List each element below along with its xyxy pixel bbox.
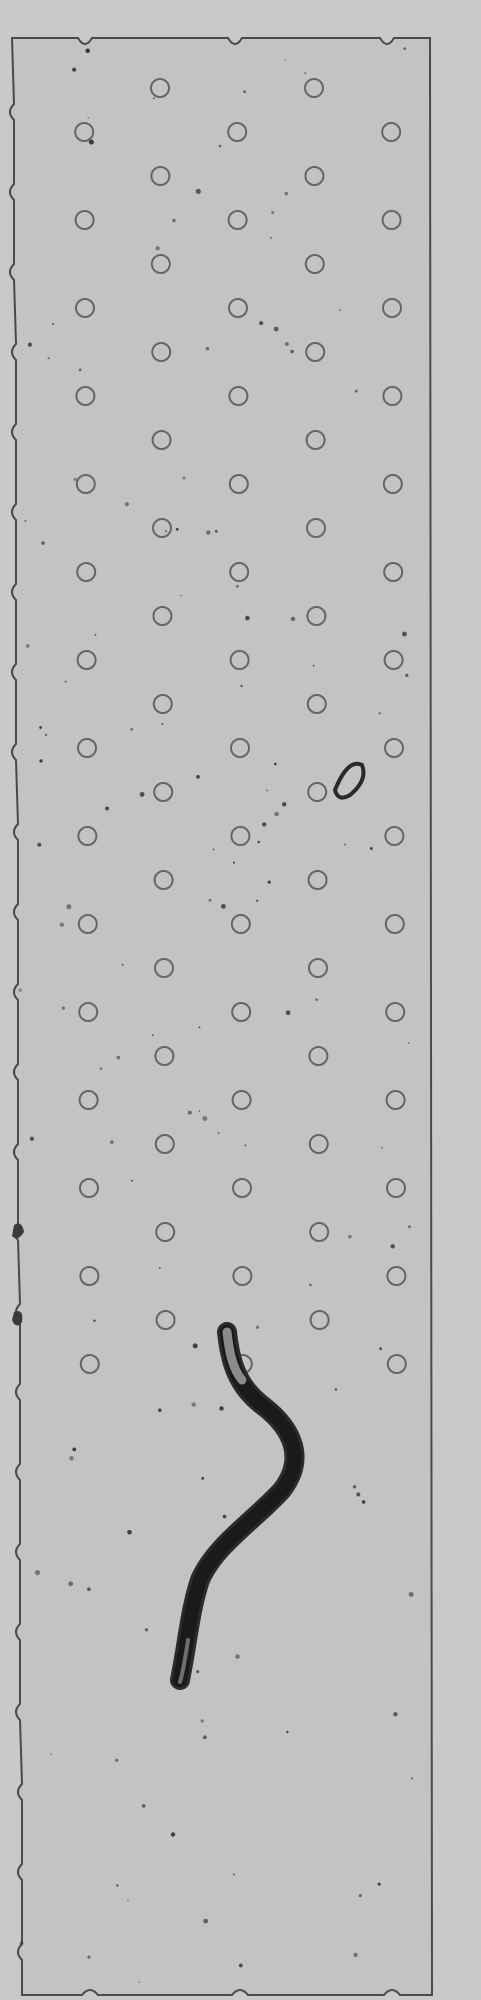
debris-speck: [152, 1034, 154, 1036]
debris-speck: [359, 1894, 362, 1897]
debris-speck: [41, 541, 44, 544]
debris-speck: [30, 1137, 34, 1141]
debris-speck: [223, 1515, 227, 1519]
debris-speck: [188, 1111, 192, 1115]
debris-speck: [172, 219, 175, 222]
debris-speck: [203, 1919, 208, 1924]
debris-speck: [409, 1592, 414, 1597]
debris-speck: [72, 1448, 76, 1452]
debris-speck: [271, 211, 274, 214]
debris-speck: [286, 1731, 288, 1733]
debris-speck: [243, 90, 246, 93]
debris-speck: [291, 617, 295, 621]
debris-speck: [219, 1406, 223, 1410]
debris-speck: [221, 904, 226, 909]
debris-speck: [408, 1042, 410, 1044]
debris-speck: [381, 1147, 383, 1149]
debris-speck: [239, 1964, 243, 1968]
debris-speck: [68, 1581, 73, 1586]
debris-speck: [93, 1320, 95, 1322]
debris-speck: [285, 342, 289, 346]
debris-speck: [241, 685, 243, 687]
debris-speck: [131, 1180, 133, 1182]
debris-speck: [218, 1132, 220, 1134]
debris-speck: [304, 72, 306, 74]
debris-speck: [262, 822, 266, 826]
debris-speck: [117, 1056, 121, 1060]
debris-speck: [266, 789, 268, 791]
debris-speck: [95, 634, 97, 636]
debris-speck: [219, 145, 222, 148]
debris-speck: [284, 59, 286, 61]
debris-speck: [355, 390, 358, 393]
debris-speck: [87, 1587, 91, 1591]
debris-speck: [313, 665, 315, 667]
debris-speck: [48, 357, 50, 359]
debris-speck: [171, 1832, 175, 1836]
debris-speck: [159, 1267, 161, 1269]
debris-speck: [274, 763, 277, 766]
debris-speck: [19, 989, 22, 992]
debris-speck: [192, 1402, 196, 1406]
debris-speck: [309, 1284, 312, 1287]
debris-speck: [116, 1884, 118, 1886]
debris-speck: [127, 1900, 129, 1902]
debris-speck: [85, 49, 90, 54]
debris-speck: [257, 841, 260, 844]
debris-speck: [290, 350, 294, 354]
debris-speck: [201, 1719, 204, 1722]
debris-speck: [165, 530, 167, 532]
debris-speck: [100, 1067, 103, 1070]
debris-speck: [353, 1485, 356, 1488]
debris-speck: [203, 1735, 207, 1739]
debris-speck: [391, 1244, 395, 1248]
debris-speck: [105, 807, 109, 811]
debris-speck: [87, 117, 89, 119]
debris-speck: [378, 1883, 381, 1886]
debris-speck: [139, 1981, 141, 1983]
debris-speck: [115, 1759, 118, 1762]
debris-speck: [245, 616, 250, 621]
debris-speck: [162, 723, 164, 725]
debris-speck: [28, 343, 32, 347]
debris-speck: [315, 999, 317, 1001]
debris-speck: [233, 1874, 235, 1876]
debris-speck: [130, 728, 133, 731]
debris-speck: [274, 327, 279, 332]
debris-speck: [65, 681, 67, 683]
debris-speck: [39, 726, 42, 729]
debris-speck: [403, 47, 406, 50]
debris-speck: [362, 1500, 366, 1504]
debris-speck: [142, 1804, 146, 1808]
debris-speck: [199, 1027, 201, 1029]
debris-speck: [202, 1116, 207, 1121]
debris-speck: [379, 1347, 382, 1350]
debris-speck: [285, 192, 288, 195]
debris-speck: [69, 1456, 74, 1461]
debris-speck: [356, 1493, 360, 1497]
debris-speck: [37, 843, 41, 847]
debris-speck: [402, 632, 407, 637]
debris-speck: [286, 1010, 291, 1015]
debris-speck: [256, 1326, 259, 1329]
debris-speck: [393, 1712, 397, 1716]
debris-speck: [282, 802, 286, 806]
debris-speck: [233, 862, 235, 864]
chamber-outline: [10, 38, 432, 1995]
debris-speck: [145, 1628, 148, 1631]
debris-speck: [193, 1343, 198, 1348]
debris-speck: [379, 712, 381, 714]
debris-speck: [74, 478, 77, 481]
debris-speck: [89, 140, 94, 145]
debris-speck: [268, 881, 271, 884]
debris-speck: [60, 923, 64, 927]
debris-speck: [236, 585, 239, 588]
debris-speck: [344, 844, 346, 846]
debris-speck: [153, 98, 155, 100]
debris-speck: [176, 528, 179, 531]
debris-speck: [339, 309, 341, 311]
debris-speck: [72, 68, 76, 72]
debris-speck: [140, 792, 145, 797]
debris-speck: [183, 477, 186, 480]
debris-speck: [20, 1941, 24, 1945]
debris-speck: [199, 1110, 201, 1112]
debris-speck: [39, 759, 42, 762]
debris-speck: [408, 1225, 411, 1228]
debris-speck: [244, 1144, 246, 1146]
debris-speck: [196, 1670, 199, 1673]
debris-speck: [62, 1007, 65, 1010]
debris-speck: [26, 644, 30, 648]
debris-speck: [206, 347, 209, 350]
debris-speck: [79, 369, 82, 372]
debris-speck: [196, 189, 201, 194]
debris-speck: [213, 849, 215, 851]
debris-speck: [235, 1654, 240, 1659]
debris-speck: [87, 1956, 90, 1959]
debris-speck: [348, 1235, 352, 1239]
debris-speck: [196, 775, 200, 779]
debris-speck: [110, 1140, 114, 1144]
debris-speck: [127, 1530, 132, 1535]
debris-speck: [259, 321, 263, 325]
debris-speck: [206, 530, 210, 534]
debris-speck: [270, 237, 272, 239]
debris-speck: [24, 520, 26, 522]
debris-speck: [50, 1753, 52, 1755]
debris-speck: [335, 1388, 337, 1390]
debris-speck: [215, 530, 218, 533]
debris-speck: [370, 847, 373, 850]
debris-speck: [201, 1477, 204, 1480]
debris-speck: [209, 899, 212, 902]
debris-speck: [256, 900, 258, 902]
debris-speck: [180, 595, 182, 597]
debris-speck: [353, 1953, 357, 1957]
debris-speck: [45, 734, 47, 736]
debris-speck: [158, 1408, 162, 1412]
debris-speck: [35, 1570, 40, 1575]
debris-speck: [66, 904, 71, 909]
debris-speck: [411, 1777, 413, 1779]
debris-speck: [122, 964, 124, 966]
debris-speck: [405, 674, 408, 677]
debris-speck: [52, 323, 54, 325]
debris-speck: [274, 812, 279, 817]
debris-speck: [125, 502, 129, 506]
debris-speck: [156, 246, 160, 250]
